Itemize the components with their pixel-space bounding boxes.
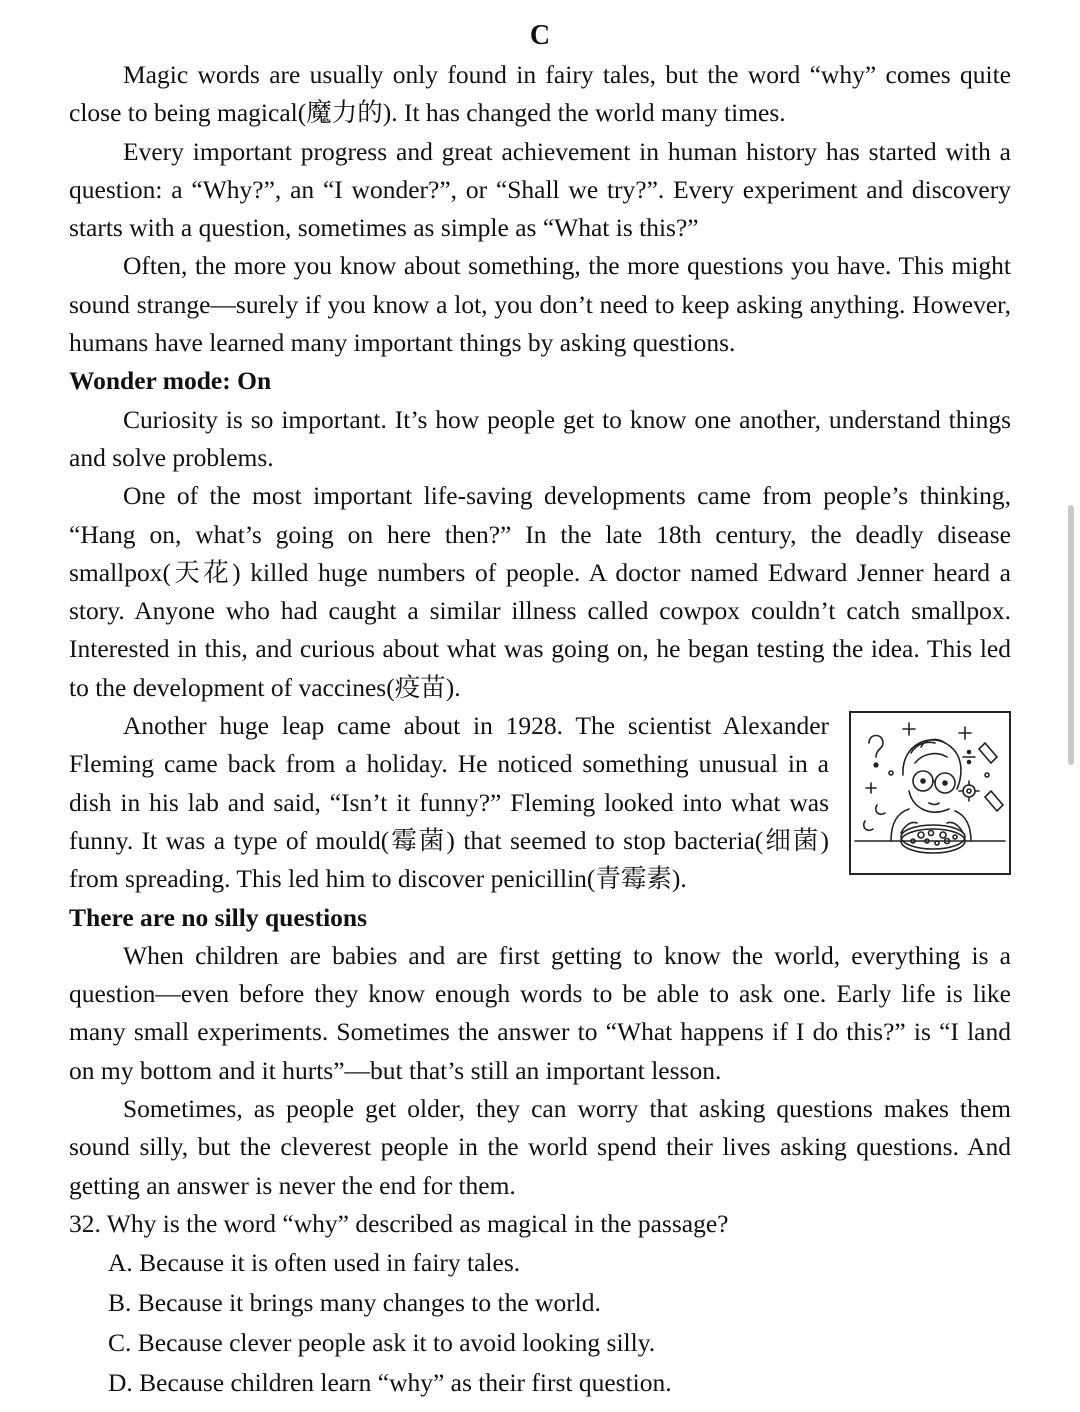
paragraph-1: Magic words are usually only found in fairy tales, but the word “why” comes quite close to being magical(魔力的). It has changed the world many times.: [69, 60, 1011, 128]
paragraph-4: Curiosity is so important. It’s how people get to know one another, understand things and solve problems.: [69, 404, 1011, 472]
paragraph-6: Another huge leap came about in 1928. The scientist Alexander Fleming came back from a holiday. He noticed something unusual in a dish in his lab and said, “Isn’t it funny?” Fleming looked into what was funny. It was a type of mould(霉菌) that seemed to stop bacteria(细菌) from spreading. This led him to discover penicillin(青霉素).: [69, 711, 829, 894]
paragraph-3: Often, the more you know about something, the more questions you have. This might sound strange—surely if you know a lot, you don’t need to keep asking anything. However, humans have learned many important things by asking questions.: [69, 251, 1011, 358]
question-stem: 32. Why is the word “why” described as magical in the passage?: [69, 1208, 729, 1238]
option-c: C. Because clever people ask it to avoid looking silly.: [108, 1328, 656, 1358]
option-b: B. Because it brings many changes to the world.: [108, 1288, 601, 1318]
heading-no-silly-questions: There are no silly questions: [69, 902, 368, 932]
paragraph-7: When children are babies and are first getting to know the world, everything is a question—even before they know enough words to be able to ask one. Early life is like many small experiments. Sometimes the answer to “What happens if I do this?” is “I land on my bottom and it hurts”—but that’s still an important lesson.: [69, 940, 1011, 1085]
option-a: A. Because it is often used in fairy tales.: [108, 1248, 521, 1278]
paragraph-2: Every important progress and great achievement in human history has started with a question: a “Why?”, an “I wonder?”, or “Shall we try?”. Every experiment and discovery starts with a question, sometimes as simple as “What is this?”: [69, 136, 1011, 243]
option-d: D. Because children learn “why” as their first question.: [108, 1368, 672, 1398]
scientist-with-petri-dish-drawing: [851, 713, 1009, 873]
section-label: C: [529, 20, 551, 51]
paragraph-8: Sometimes, as people get older, they can worry that asking questions makes them sound silly, but the cleverest people in the world spend their lives asking questions. And getting an answer is never the end for them.: [69, 1094, 1011, 1200]
document-page: [69, 16, 1011, 1403]
vertical-scrollbar[interactable]: [1068, 505, 1074, 765]
scientist-illustration: [849, 711, 1011, 875]
heading-wonder-mode: Wonder mode: On: [69, 366, 272, 396]
paragraph-5: One of the most important life-saving developments came from people’s thinking, “Hang on, what’s going on here then?” In the late 18th century, the deadly disease smallpox(天花) killed huge numbers of people. A doctor named Edward Jenner heard a story. Anyone who had caught a similar illness called cowpox couldn’t catch smallpox. Interested in this, and curious about what was going on, he began testing the idea. This led to the development of vaccines(疫苗).: [69, 481, 1011, 702]
